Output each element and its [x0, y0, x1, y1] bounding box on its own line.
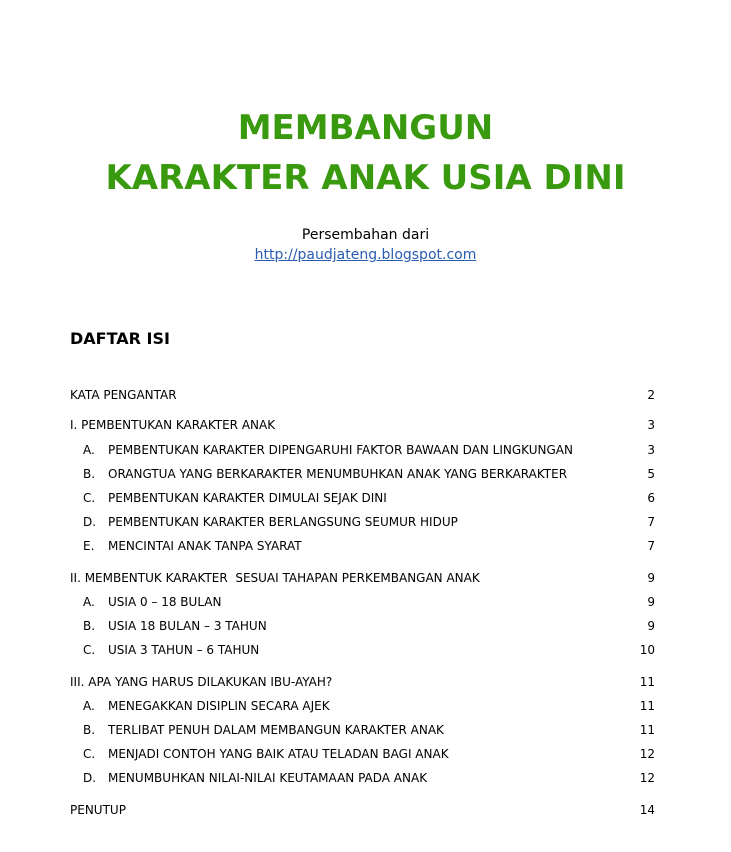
toc-entry-text: MENCINTAI ANAK TANPA SYARAT: [108, 539, 302, 553]
toc-entry[interactable]: [70, 641, 655, 659]
toc-entry-page: 6: [647, 491, 655, 505]
toc-entry-letter: C.: [83, 491, 96, 505]
toc-entry-text: TERLIBAT PENUH DALAM MEMBANGUN KARAKTER ANAK: [108, 723, 444, 737]
toc-entry-page: 14: [639, 803, 655, 817]
toc-entry-page: 12: [639, 771, 655, 785]
toc-entry[interactable]: [70, 465, 655, 483]
toc-entry[interactable]: [70, 416, 655, 434]
toc-heading: DAFTAR ISI: [70, 329, 170, 348]
toc-entry-letter: C.: [83, 643, 96, 657]
toc-entry-letter: B.: [83, 723, 96, 737]
toc-entry-letter: C.: [83, 747, 96, 761]
toc-entry-page: 9: [647, 571, 655, 585]
toc-entry-page: 2: [647, 388, 655, 402]
toc-entry-page: 7: [647, 539, 655, 553]
toc-entry-letter: D.: [83, 771, 97, 785]
link-container: [0, 245, 731, 265]
toc-entry-page: 5: [647, 467, 655, 481]
toc-entry-text: MENEGAKKAN DISIPLIN SECARA AJEK: [108, 699, 330, 713]
toc-entry-page: 9: [647, 595, 655, 609]
toc-entry-page: 3: [647, 418, 655, 432]
toc-entry-text: PEMBENTUKAN KARAKTER BERLANGSUNG SEUMUR HIDUP: [108, 515, 458, 529]
toc-entry[interactable]: [70, 617, 655, 635]
subtitle: Persembahan dari: [301, 227, 430, 243]
toc-entry-text: ORANGTUA YANG BERKARAKTER MENUMBUHKAN ANAK YANG BERKARAKTER: [108, 467, 568, 481]
toc-entry[interactable]: [70, 697, 655, 715]
toc-entry-text: II. MEMBENTUK KARAKTER SESUAI TAHAPAN PERKEMBANGAN ANAK: [70, 571, 480, 585]
toc-entry-text: KATA PENGANTAR: [70, 388, 177, 402]
toc-entry-text: MENUMBUHKAN NILAI-NILAI KEUTAMAAN PADA ANAK: [108, 771, 428, 785]
toc-entry-text: PEMBENTUKAN KARAKTER DIPENGARUHI FAKTOR BAWAAN DAN LINGKUNGAN: [108, 443, 573, 457]
toc-entry-page: 10: [639, 643, 655, 657]
toc-entry-text: USIA 18 BULAN – 3 TAHUN: [108, 619, 267, 633]
toc-entry-text: PEMBENTUKAN KARAKTER DIMULAI SEJAK DINI: [108, 491, 387, 505]
toc-entry[interactable]: [70, 721, 655, 739]
toc-entry-text: I. PEMBENTUKAN KARAKTER ANAK: [70, 418, 276, 432]
toc-entry-page: 11: [639, 699, 655, 713]
toc-entry-letter: E.: [83, 539, 95, 553]
toc-entry[interactable]: [70, 441, 655, 459]
toc-entry-text: USIA 0 – 18 BULAN: [108, 595, 222, 609]
title-line-2: KARAKTER ANAK USIA DINI: [105, 158, 626, 198]
toc-entry[interactable]: [70, 537, 655, 555]
toc-entry-page: 11: [639, 723, 655, 737]
toc-entry-page: 11: [639, 675, 655, 689]
blog-link[interactable]: http://paudjateng.blogspot.com: [254, 247, 477, 263]
toc-entry-page: 12: [639, 747, 655, 761]
toc-entry[interactable]: [70, 386, 655, 404]
toc-entry[interactable]: [70, 769, 655, 787]
toc-entry[interactable]: [70, 593, 655, 611]
toc-entry-letter: A.: [83, 699, 95, 713]
toc-entry[interactable]: [70, 673, 655, 691]
toc-entry-letter: B.: [83, 467, 96, 481]
toc-entry-page: 9: [647, 619, 655, 633]
toc-entry-page: 7: [647, 515, 655, 529]
toc-entry-letter: B.: [83, 619, 96, 633]
toc-entry-text: III. APA YANG HARUS DILAKUKAN IBU-AYAH?: [70, 675, 333, 689]
toc-entry-letter: A.: [83, 595, 95, 609]
toc-entry-letter: D.: [83, 515, 97, 529]
toc-entry[interactable]: [70, 569, 655, 587]
toc-entry[interactable]: [70, 745, 655, 763]
toc-entry-text: USIA 3 TAHUN – 6 TAHUN: [108, 643, 260, 657]
toc-entry-text: PENUTUP: [70, 803, 126, 817]
toc-entry[interactable]: [70, 489, 655, 507]
toc-entry[interactable]: [70, 513, 655, 531]
toc-entry[interactable]: [70, 801, 655, 819]
toc-entry-letter: A.: [83, 443, 95, 457]
toc-entry-page: 3: [647, 443, 655, 457]
title-line-1: MEMBANGUN: [237, 108, 494, 148]
toc-entry-text: MENJADI CONTOH YANG BAIK ATAU TELADAN BAGI ANAK: [108, 747, 449, 761]
